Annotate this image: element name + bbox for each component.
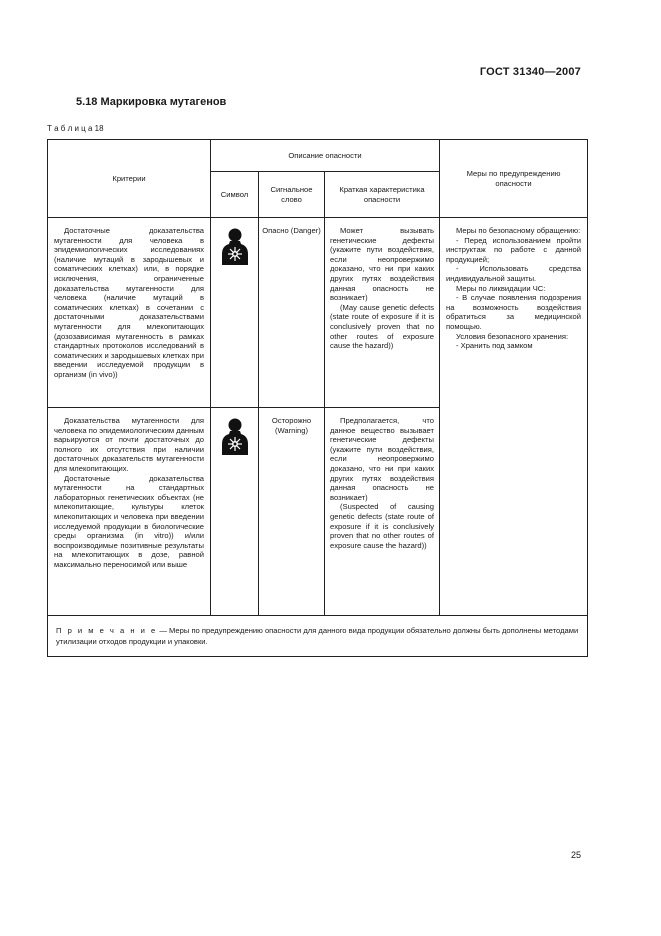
row2-signal-word: Осторожно (Warning) xyxy=(259,408,325,616)
header-short-description: Краткая характеристика опасности xyxy=(325,172,440,218)
row2-criteria-text-1: Доказательства мутагенности для человека по эпидемиологическим данным варьируются от почти достаточных до полного их отсутствия при наличии достаточных доказательств мутагенности для млекопитающих. xyxy=(54,416,204,473)
precaution-line: - В случае появления подозрения на возможность воздействия обратиться за медицинской помощью. xyxy=(446,293,581,331)
row1-criteria-text: Достаточные доказательства мутагенности для человека в эпидемиологических исследованиях (наличие мутаций в зародышевых и соматических клетках) или, в порядке исключения, ограниченные доказательства мутагенности для человека (наличие мутаций в соматических клетках) в сочетании с достаточными доказательствами мутагенности для млекопитающих (дозозависимая мутагенность в рамках стандартных протоколов исследований в соматических и зародышевых клетках при введении исследуемой продукции в организм (in vivo)) xyxy=(54,226,204,379)
page-number: 25 xyxy=(570,850,581,860)
header-criteria: Критерии xyxy=(48,140,211,218)
health-hazard-icon xyxy=(221,228,249,266)
standard-number: ГОСТ 31340—2007 xyxy=(479,66,581,78)
precautions-cell xyxy=(440,218,588,616)
row1-description-ru: Может вызывать генетические дефекты (укажите пути воздействия, если неопровержимо доказано, что ни при каких других путях воздействия данная опасность не возникает) xyxy=(330,226,434,303)
note-text: — Меры по предупреждению опасности для данного вида продукции обязательно должны быть дополнены методами утилизации отходов продукции и упаковки. xyxy=(56,626,579,646)
row1-criteria xyxy=(48,218,211,408)
precaution-line: - Перед использованием пройти инструктаж по работе с данной продукцией; xyxy=(446,235,581,264)
row2-criteria-text-2: Достаточные доказательства мутагенности на стандартных лабораторных генетических объектах (не млекопитающие, культуры клеток млекопитающих и человека при введении исследуемой продукции в биологические среды организма (in vitro)) и/или воспроизводимые позитивные результаты на млекопитающих в дозе, равной максимально переносимой или выше xyxy=(54,473,204,569)
mutagen-labelling-table xyxy=(47,139,588,657)
precaution-line: - Хранить под замком xyxy=(456,341,533,351)
row1-symbol xyxy=(211,218,259,408)
header-symbol: Символ xyxy=(211,172,259,218)
row1-description-en: (May cause genetic defects (state route of exposure if it is conclusively proven that no other routes of exposure cause the hazard)) xyxy=(330,302,434,351)
section-title: 5.18 Маркировка мутагенов xyxy=(76,96,227,108)
row2-symbol xyxy=(211,408,259,616)
health-hazard-icon xyxy=(221,418,249,456)
precaution-line: - Использовать средства индивидуальной защиты. xyxy=(446,264,581,283)
precaution-line: Условия безопасного хранения: xyxy=(456,331,569,341)
precaution-line: Меры по безопасному обращению: xyxy=(456,226,581,235)
header-signal-word: Сигнальное слово xyxy=(259,172,325,218)
row2-description-ru: Предполагается, что данное вещество вызывает генетические дефекты (укажите пути воздействия, если неопровержимо доказано, что ни при каких других путях воздействия данная опасность не возникает) xyxy=(330,416,434,502)
table-caption: Т а б л и ц а 18 xyxy=(47,124,104,133)
row1-signal-word: Опасно (Danger) xyxy=(259,218,325,408)
row2-criteria xyxy=(48,408,211,616)
precaution-line: Меры по ликвидации ЧС: xyxy=(456,283,546,293)
row2-description-en: (Suspected of causing genetic defects (state route of exposure if it is conclusively proven that no other routes of exposure cause the hazard)) xyxy=(330,502,434,550)
header-precautions: Меры по предупреждению опасности xyxy=(440,140,588,218)
row1-description xyxy=(325,218,440,408)
table-note xyxy=(48,616,588,657)
row2-description xyxy=(325,408,440,616)
note-label: П р и м е ч а н и е xyxy=(56,626,158,635)
header-hazard-description: Описание опасности xyxy=(211,140,440,172)
